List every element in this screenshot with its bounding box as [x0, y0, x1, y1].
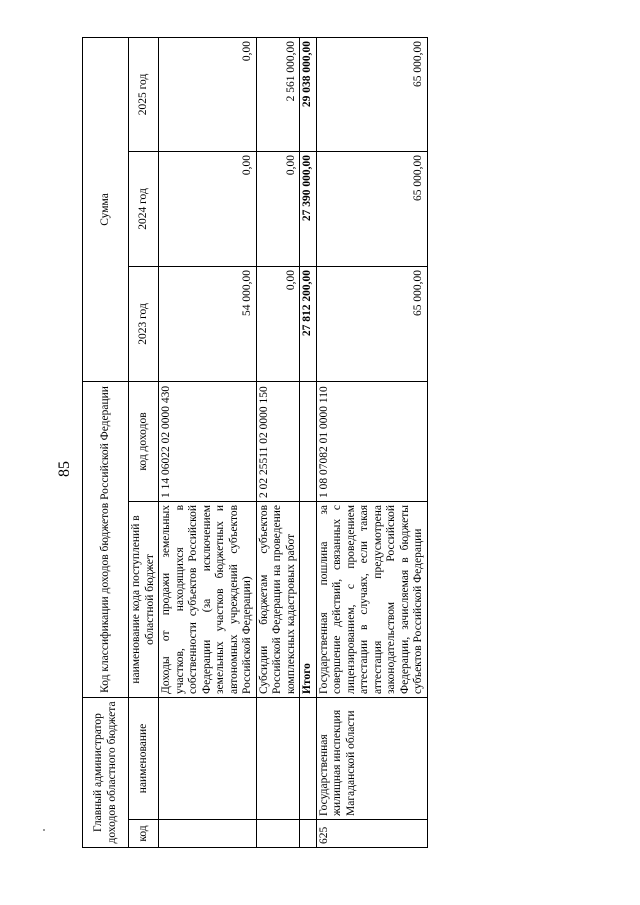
header-budget-class-group: Код классификации доходов бюджетов Российской Федерации — [83, 381, 129, 697]
cell-code — [159, 820, 257, 848]
cell-2025: 2 561 000,00 — [256, 37, 300, 151]
cell-2024: 65 000,00 — [316, 151, 427, 266]
cell-2025: 29 038 000,00 — [300, 37, 317, 151]
header-2025: 2025 год — [129, 37, 159, 151]
cell-income-code: 2 02 25511 02 0000 150 — [256, 381, 300, 501]
header-income-code: код доходов — [129, 381, 159, 501]
header-income-name: наименование кода поступлений в областной бюджет — [129, 501, 159, 697]
cell-name: Государственная жилищная инспекция Магаданской области — [316, 697, 427, 819]
cell-total-label: Итого — [300, 501, 317, 697]
table-row — [316, 37, 427, 847]
cell-2023: 27 812 200,00 — [300, 266, 317, 381]
header-admin-group: Главный администратор доходов областного бюджета — [83, 697, 129, 847]
cell-2023: 65 000,00 — [316, 266, 427, 381]
header-name: наименование — [129, 697, 159, 819]
table-row-total — [300, 37, 317, 847]
header-2023: 2023 год — [129, 266, 159, 381]
header-2024: 2024 год — [129, 151, 159, 266]
cell-income-code: 1 08 07082 01 0000 110 — [316, 381, 427, 501]
cell-2025: 65 000,00 — [316, 37, 427, 151]
cell-2024: 27 390 000,00 — [300, 151, 317, 266]
cell-code — [300, 820, 317, 848]
table-row — [159, 37, 257, 847]
rotated-table-container — [82, 38, 464, 848]
cell-name — [159, 697, 257, 819]
cell-2024: 0,00 — [256, 151, 300, 266]
cell-2025: 0,00 — [159, 37, 257, 151]
cell-income-name: Доходы от продажи земельных участков, находящихся в собственности субъектов Российской Федерации (за исключением земельных участков бюджетных и автономных учреждений субъектов Российской Федерации) — [159, 501, 257, 697]
cell-income-name: Субсидии бюджетам субъектов Российской Федерации на проведение комплексных кадастровых работ — [256, 501, 300, 697]
cell-code: 625 — [316, 820, 427, 848]
cell-code — [256, 820, 300, 848]
header-code: код — [129, 820, 159, 848]
cell-name — [256, 697, 300, 819]
cell-2023: 54 000,00 — [159, 266, 257, 381]
cell-income-code — [300, 381, 317, 501]
cell-income-code: 1 14 06022 02 0000 430 — [159, 381, 257, 501]
cell-income-name: Государственная пошлина за совершение действий, связанных с лицензированием, с проведением аттестации в случаях, если такая аттестация предусмотрена законодательством Российской Федерации, зачисляемая в бюджеты субъектов Российской Федерации — [316, 501, 427, 697]
table-row — [256, 37, 300, 847]
budget-income-table — [82, 37, 428, 848]
header-sum-group: Сумма — [83, 37, 129, 381]
cell-name — [300, 697, 317, 819]
cell-2023: 0,00 — [256, 266, 300, 381]
page-number: 85 — [56, 461, 73, 477]
scan-speck — [43, 829, 45, 831]
cell-2024: 0,00 — [159, 151, 257, 266]
